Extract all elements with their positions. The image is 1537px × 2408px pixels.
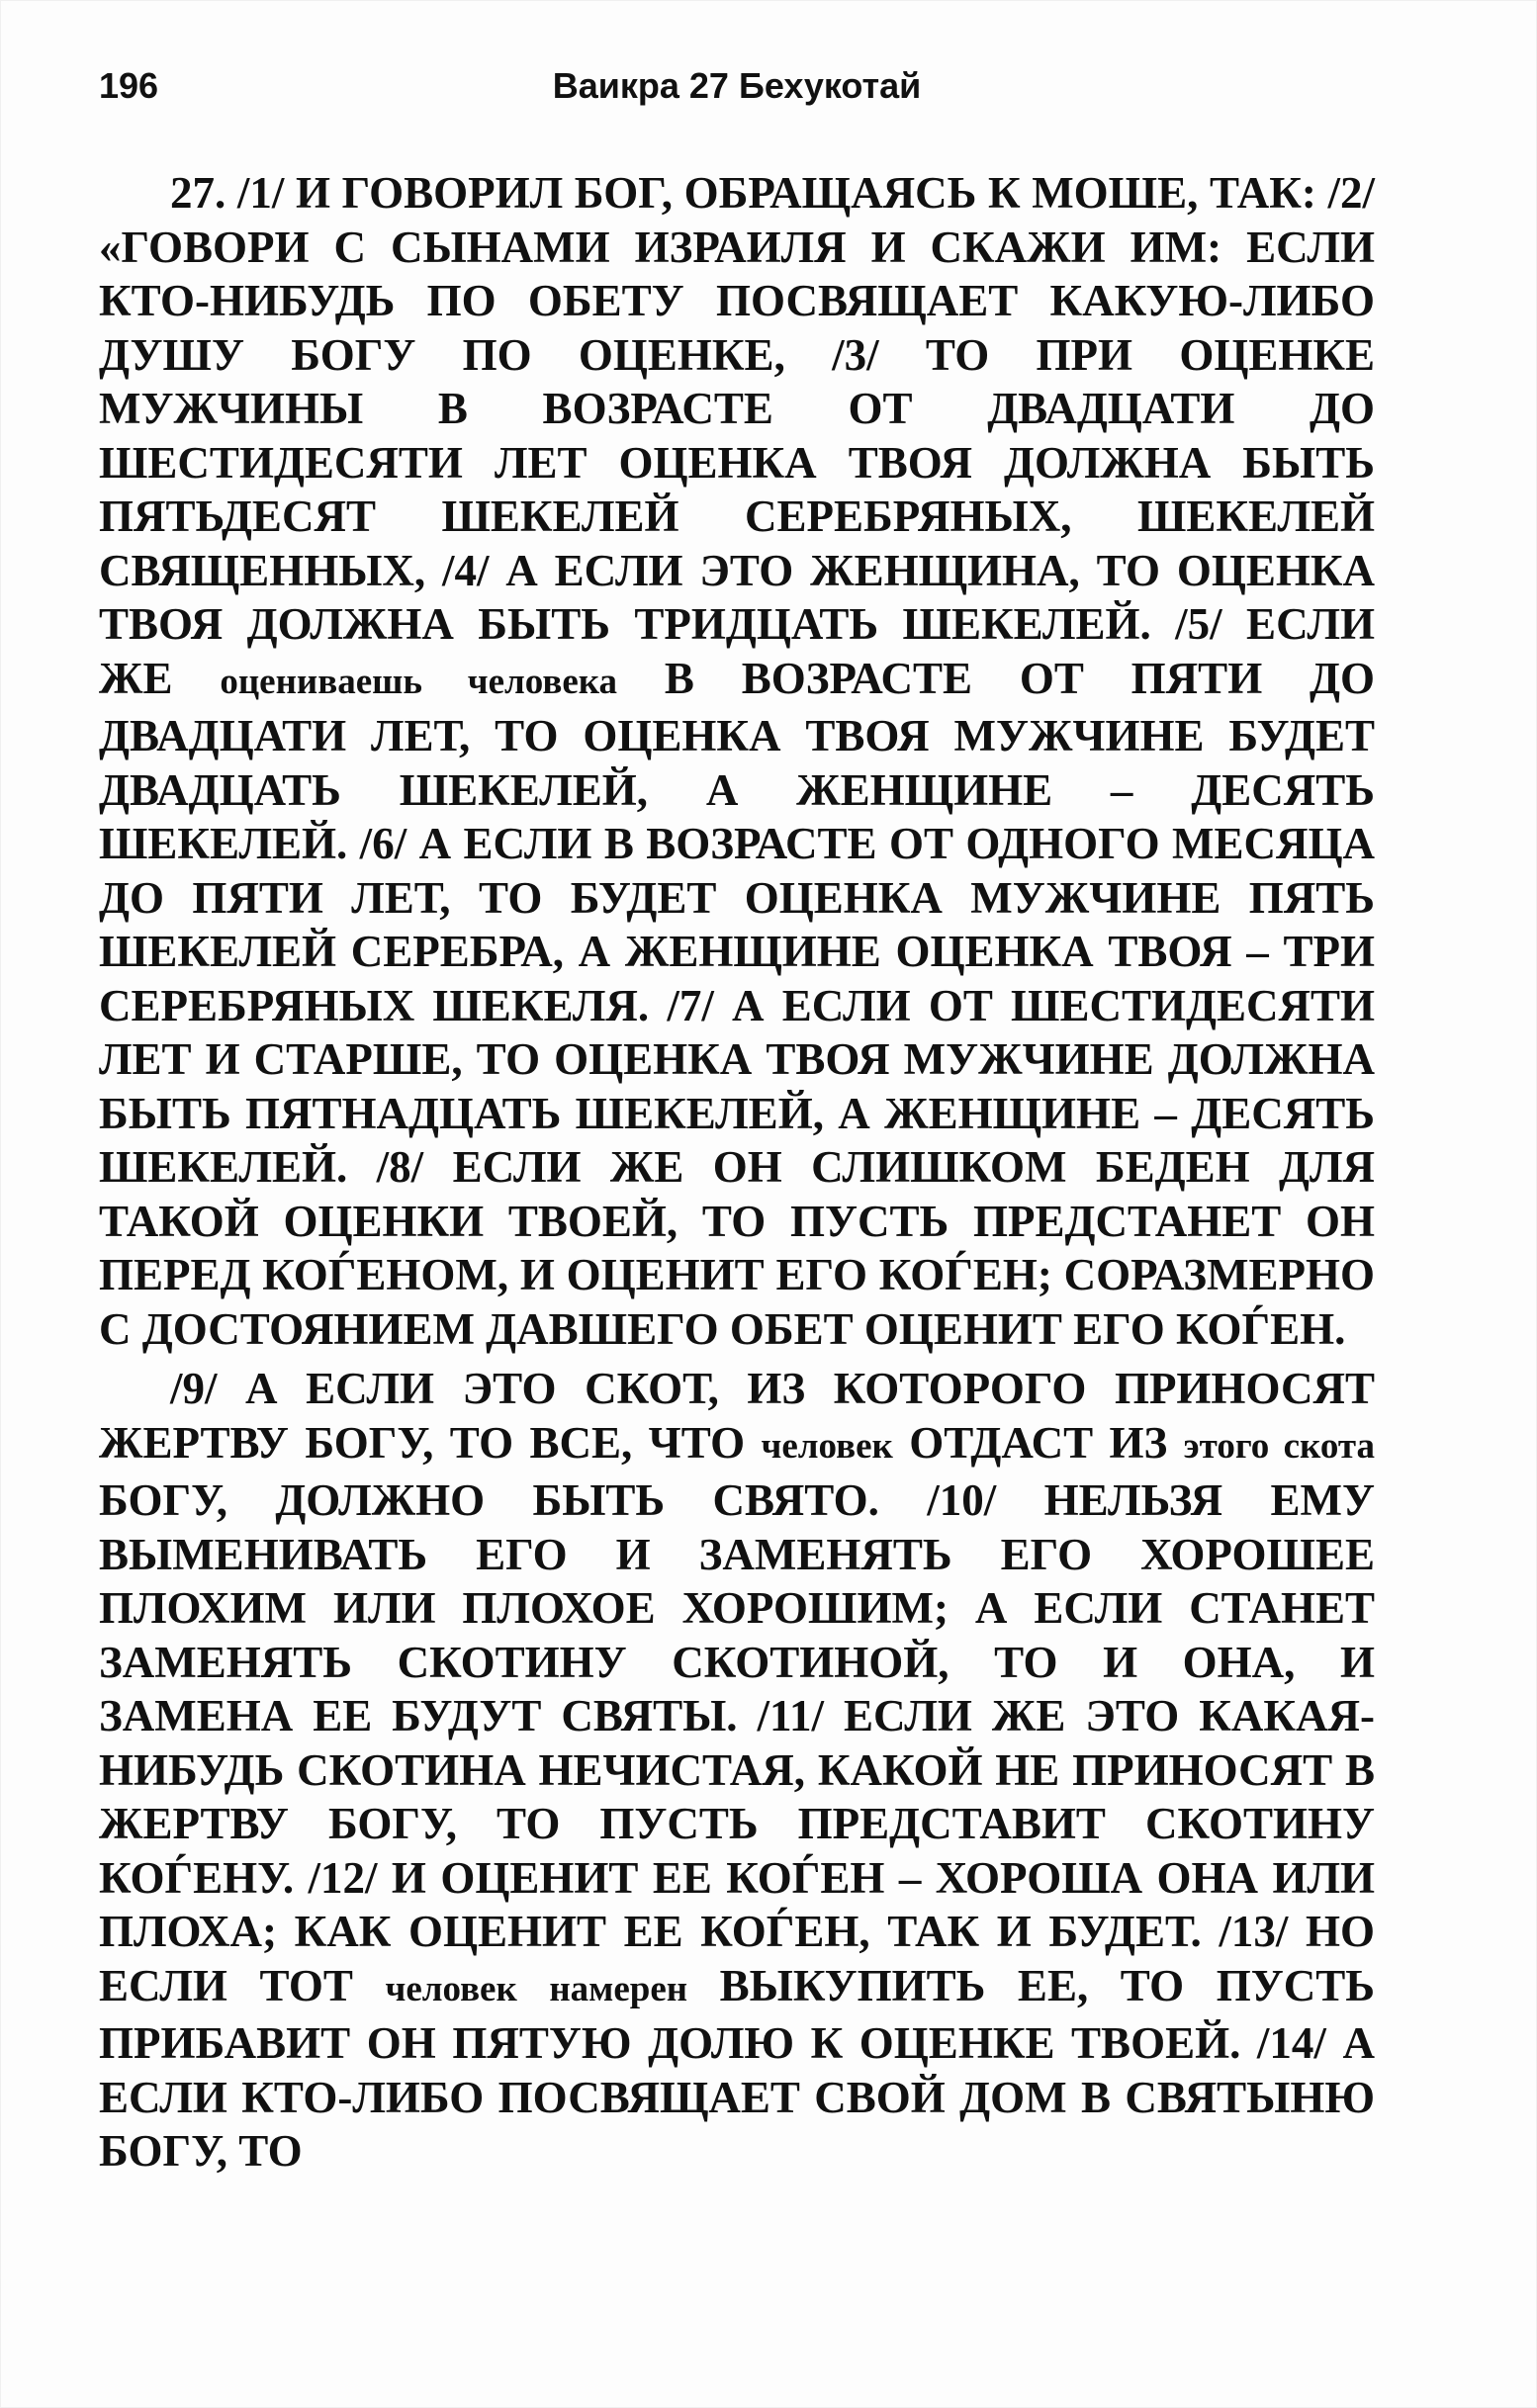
running-title: Ваикра 27 Бехукотай — [552, 65, 922, 106]
text-segment: БОГУ, ДОЛЖНО БЫТЬ СВЯТО. /10/ НЕЛЬЗЯ ЕМУ ВЫМЕНИВАТЬ ЕГО И ЗАМЕНЯТЬ ЕГО ХОРОШЕЕ ПЛОХИМ ИЛИ ПЛОХОЕ ХОРОШИМ; А ЕСЛИ СТАНЕТ ЗАМЕНЯТЬ СКОТИНУ СКОТИНОЙ, ТО И ОНА, И ЗАМЕНА ЕЕ БУДУТ СВЯТЫ. /11/ ЕСЛИ ЖЕ ЭТО КАКАЯ-НИБУДЬ СКОТИНА НЕЧИСТАЯ, КАКОЙ НЕ ПРИНОСЯТ В ЖЕРТВУ БОГУ, ТО ПУСТЬ ПРЕДСТАВИТ СКОТИНУ КОЃЕНУ. /12/ И ОЦЕНИТ ЕЕ КОЃЕН – ХОРОША ОНА ИЛИ ПЛОХА; КАК ОЦЕНИТ ЕЕ КОЃЕН, ТАК И БУДЕТ. /13/ НО ЕСЛИ ТОТ — [99, 1475, 1375, 2010]
page-number: 196 — [99, 65, 159, 106]
body-text — [99, 166, 1375, 2179]
text-segment-small: оцениваешь человека — [220, 661, 618, 702]
text-segment — [517, 1961, 550, 2010]
text-segment-small: человек — [761, 1425, 893, 1467]
text-segment: ВЫКУПИТЬ ЕЕ, ТО ПУСТЬ ПРИБАВИТ ОН ПЯТУЮ ДОЛЮ К ОЦЕНКЕ ТВОЕЙ. /14/ А ЕСЛИ КТО-ЛИБО ПОСВЯЩАЕТ СВОЙ ДОМ В СВЯТЫНЮ БОГУ, ТО — [99, 1960, 1375, 2176]
text-segment: ОТДАСТ ИЗ — [892, 1417, 1184, 1468]
text-segment-small: человек — [385, 1968, 517, 2009]
text-segment: В ВОЗРАСТЕ ОТ ПЯТИ ДО ДВАДЦАТИ ЛЕТ, ТО ОЦЕНКА ТВОЯ МУЖЧИНЕ БУДЕТ ДВАДЦАТЬ ШЕКЕЛЕЙ, А ЖЕНЩИНЕ – ДЕСЯТЬ ШЕКЕЛЕЙ. /6/ А ЕСЛИ В ВОЗРАСТЕ ОТ ОДНОГО МЕСЯЦА ДО ПЯТИ ЛЕТ, ТО БУДЕТ ОЦЕНКА МУЖЧИНЕ ПЯТЬ ШЕКЕЛЕЙ СЕРЕБРА, А ЖЕНЩИНЕ ОЦЕНКА ТВОЯ – ТРИ СЕРЕБРЯНЫХ ШЕКЕЛЯ. /7/ А ЕСЛИ ОТ ШЕСТИДЕСЯТИ ЛЕТ И СТАРШЕ, ТО ОЦЕНКА ТВОЯ МУЖЧИНЕ ДОЛЖНА БЫТЬ ПЯТНАДЦАТЬ ШЕКЕЛЕЙ, А ЖЕНЩИНЕ – ДЕСЯТЬ ШЕКЕЛЕЙ. /8/ ЕСЛИ ЖЕ ОН СЛИШКОМ БЕДЕН ДЛЯ ТАКОЙ ОЦЕНКИ ТВОЕЙ, ТО ПУСТЬ ПРЕДСТАНЕТ ОН ПЕРЕД КОЃЕНОМ, И ОЦЕНИТ ЕГО КОЃЕН; СОРАЗМЕРНО С ДОСТОЯНИЕМ ДАВШЕГО ОБЕТ ОЦЕНИТ ЕГО КОЃЕН. — [99, 653, 1375, 1354]
text-segment-small: намерен — [549, 1968, 688, 2009]
text-segment: 27. /1/ И ГОВОРИЛ БОГ, ОБРАЩАЯСЬ К МОШЕ, ТАК: /2/ «ГОВОРИ С СЫНАМИ ИЗРАИЛЯ И СКАЖИ ИМ: ЕСЛИ КТО-НИБУДЬ ПО ОБЕТУ ПОСВЯЩАЕТ КАКУЮ-ЛИБО ДУШУ БОГУ ПО ОЦЕНКЕ, /3/ ТО ПРИ ОЦЕНКЕ МУЖЧИНЫ В ВОЗРАСТЕ ОТ ДВАДЦАТИ ДО ШЕСТИДЕСЯТИ ЛЕТ ОЦЕНКА ТВОЯ ДОЛЖНА БЫТЬ ПЯТЬДЕСЯТ ШЕКЕЛЕЙ СЕРЕБРЯНЫХ, ШЕКЕЛЕЙ СВЯЩЕННЫХ, /4/ А ЕСЛИ ЭТО ЖЕНЩИНА, ТО ОЦЕНКА ТВОЯ ДОЛЖНА БЫТЬ ТРИДЦАТЬ ШЕКЕЛЕЙ. /5/ ЕСЛИ ЖЕ — [99, 168, 1375, 703]
text-segment-small: этого скота — [1183, 1425, 1375, 1467]
running-head — [99, 65, 1375, 125]
text-segment: /9/ А ЕСЛИ ЭТО СКОТ, ИЗ КОТОРОГО ПРИНОСЯТ ЖЕРТВУ БОГУ, ТО ВСЕ, ЧТО — [99, 1364, 1375, 1468]
paragraph-1 — [99, 166, 1375, 1356]
paragraph-2 — [99, 1362, 1375, 2179]
